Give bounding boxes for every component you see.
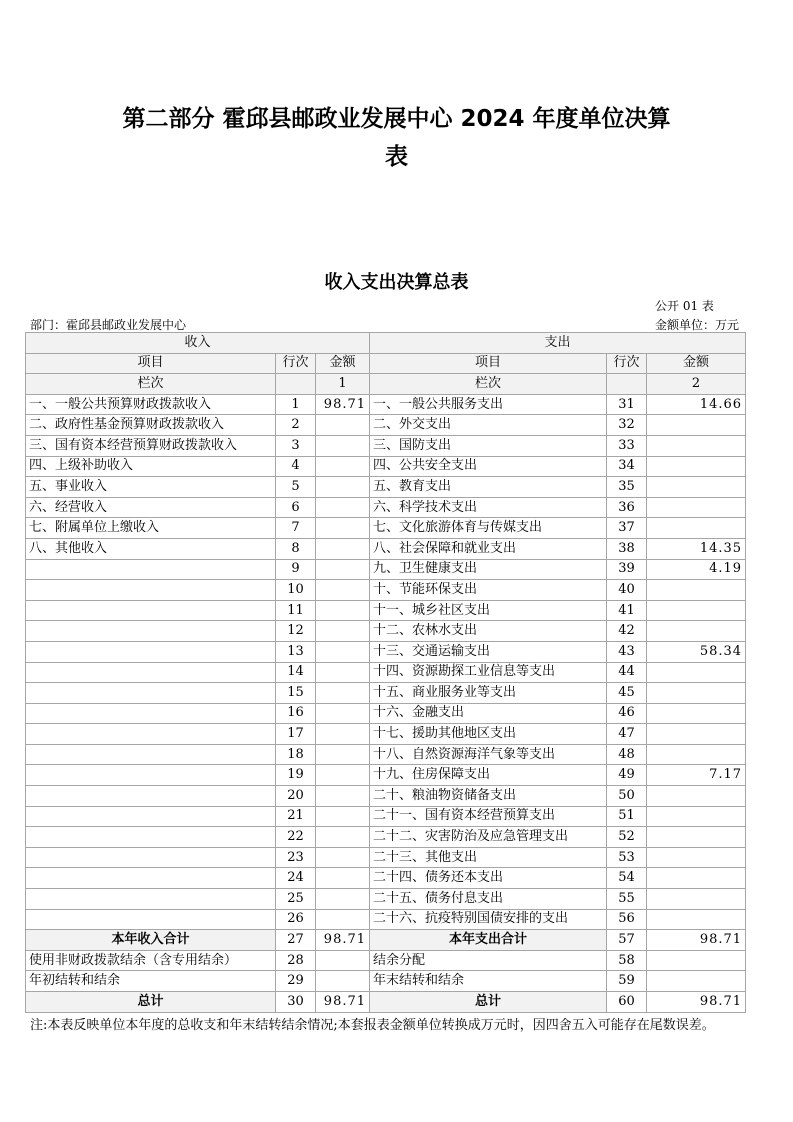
expense-item: 二十四、债务还本支出 bbox=[370, 868, 607, 889]
expense-amount bbox=[647, 435, 746, 456]
column-header-row bbox=[26, 353, 746, 374]
expense-item: 二十一、国有资本经营预算支出 bbox=[370, 806, 607, 827]
income-line-no: 25 bbox=[276, 889, 316, 910]
expense-amount bbox=[647, 662, 746, 683]
page-title bbox=[95, 100, 698, 176]
expense-item: 年末结转和结余 bbox=[370, 971, 607, 992]
income-amount bbox=[316, 683, 370, 704]
expense-amount bbox=[647, 600, 746, 621]
income-amount bbox=[316, 435, 370, 456]
income-item: 总计 bbox=[26, 992, 276, 1013]
table-row bbox=[26, 662, 746, 683]
income-line-no: 18 bbox=[276, 744, 316, 765]
income-item bbox=[26, 806, 276, 827]
income-amount bbox=[316, 806, 370, 827]
income-line-no: 12 bbox=[276, 621, 316, 642]
expense-item: 二、外交支出 bbox=[370, 415, 607, 436]
expense-amount bbox=[647, 456, 746, 477]
expense-item: 二十六、抗疫特别国债安排的支出 bbox=[370, 909, 607, 930]
expense-line-no: 47 bbox=[607, 724, 647, 745]
column-number-row bbox=[26, 374, 746, 395]
expense-amount bbox=[647, 497, 746, 518]
expense-amount: 14.35 bbox=[647, 538, 746, 559]
table-row bbox=[26, 806, 746, 827]
income-amount bbox=[316, 765, 370, 786]
expense-line-no: 60 bbox=[607, 992, 647, 1013]
expense-item: 二十三、其他支出 bbox=[370, 847, 607, 868]
table-row bbox=[26, 559, 746, 580]
expense-amount bbox=[647, 847, 746, 868]
expense-line-no: 36 bbox=[607, 497, 647, 518]
expense-line-no: 46 bbox=[607, 703, 647, 724]
total-row bbox=[26, 992, 746, 1013]
income-line-no: 7 bbox=[276, 518, 316, 539]
income-item bbox=[26, 580, 276, 601]
income-column-line-blank bbox=[276, 374, 316, 395]
expense-amount: 4.19 bbox=[647, 559, 746, 580]
expense-amount bbox=[647, 724, 746, 745]
section-header-row bbox=[26, 333, 746, 354]
income-line-no: 5 bbox=[276, 477, 316, 498]
income-line-no: 4 bbox=[276, 456, 316, 477]
page-title-line2: 表 bbox=[385, 144, 408, 170]
expense-amount bbox=[647, 477, 746, 498]
expense-amount bbox=[647, 744, 746, 765]
expense-amount bbox=[647, 415, 746, 436]
expense-line-no: 51 bbox=[607, 806, 647, 827]
expense-line-no: 38 bbox=[607, 538, 647, 559]
income-section-header: 收入 bbox=[26, 333, 370, 354]
expense-amount: 98.71 bbox=[647, 992, 746, 1013]
expense-amount bbox=[647, 703, 746, 724]
income-amount bbox=[316, 497, 370, 518]
income-column-number: 1 bbox=[316, 374, 370, 395]
expense-item-header: 项目 bbox=[370, 353, 607, 374]
expense-item: 二十、粮油物资储备支出 bbox=[370, 786, 607, 807]
income-item bbox=[26, 683, 276, 704]
expense-amount bbox=[647, 889, 746, 910]
expense-line-header: 行次 bbox=[607, 353, 647, 374]
income-item bbox=[26, 889, 276, 910]
income-line-no: 24 bbox=[276, 868, 316, 889]
income-amount bbox=[316, 580, 370, 601]
income-line-no: 11 bbox=[276, 600, 316, 621]
expense-item: 十八、自然资源海洋气象等支出 bbox=[370, 744, 607, 765]
expense-amount bbox=[647, 580, 746, 601]
subtotal-row bbox=[26, 930, 746, 951]
table-row bbox=[26, 971, 746, 992]
income-line-no: 2 bbox=[276, 415, 316, 436]
income-amount bbox=[316, 971, 370, 992]
expense-item: 一、一般公共服务支出 bbox=[370, 394, 607, 415]
expense-item: 十七、援助其他地区支出 bbox=[370, 724, 607, 745]
expense-line-no: 41 bbox=[607, 600, 647, 621]
income-item bbox=[26, 786, 276, 807]
income-line-no: 6 bbox=[276, 497, 316, 518]
income-item bbox=[26, 847, 276, 868]
expense-column-label: 栏次 bbox=[370, 374, 607, 395]
income-amount bbox=[316, 538, 370, 559]
income-item bbox=[26, 827, 276, 848]
expense-column-line-blank bbox=[607, 374, 647, 395]
income-item bbox=[26, 724, 276, 745]
expense-amount bbox=[647, 909, 746, 930]
department-label: 部门：霍邱县邮政业发展中心 bbox=[30, 318, 187, 332]
expense-item: 九、卫生健康支出 bbox=[370, 559, 607, 580]
income-line-no: 26 bbox=[276, 909, 316, 930]
table-row bbox=[26, 683, 746, 704]
page-title-line1: 第二部分 霍邱县邮政业发展中心 2024 年度单位决算 bbox=[122, 106, 671, 132]
income-item bbox=[26, 662, 276, 683]
expense-line-no: 59 bbox=[607, 971, 647, 992]
expense-amount bbox=[647, 950, 746, 971]
income-item: 二、政府性基金预算财政拨款收入 bbox=[26, 415, 276, 436]
income-amount bbox=[316, 621, 370, 642]
income-amount: 98.71 bbox=[316, 930, 370, 951]
income-amount bbox=[316, 662, 370, 683]
expense-item: 十六、金融支出 bbox=[370, 703, 607, 724]
income-item-header: 项目 bbox=[26, 353, 276, 374]
expense-line-no: 50 bbox=[607, 786, 647, 807]
expense-line-no: 45 bbox=[607, 683, 647, 704]
expense-line-no: 55 bbox=[607, 889, 647, 910]
table-row bbox=[26, 477, 746, 498]
income-line-no: 13 bbox=[276, 641, 316, 662]
expense-amount bbox=[647, 621, 746, 642]
expense-line-no: 54 bbox=[607, 868, 647, 889]
income-item bbox=[26, 868, 276, 889]
expense-item: 十二、农林水支出 bbox=[370, 621, 607, 642]
income-line-no: 22 bbox=[276, 827, 316, 848]
expense-amount bbox=[647, 683, 746, 704]
expense-line-no: 31 bbox=[607, 394, 647, 415]
income-line-no: 15 bbox=[276, 683, 316, 704]
income-line-no: 30 bbox=[276, 992, 316, 1013]
table-row bbox=[26, 827, 746, 848]
expense-item: 十一、城乡社区支出 bbox=[370, 600, 607, 621]
expense-amount bbox=[647, 827, 746, 848]
expense-line-no: 39 bbox=[607, 559, 647, 580]
table-row bbox=[26, 744, 746, 765]
income-line-no: 8 bbox=[276, 538, 316, 559]
income-amount bbox=[316, 786, 370, 807]
expense-amount bbox=[647, 806, 746, 827]
expense-line-no: 42 bbox=[607, 621, 647, 642]
expense-line-no: 37 bbox=[607, 518, 647, 539]
expense-amount: 14.66 bbox=[647, 394, 746, 415]
income-item bbox=[26, 600, 276, 621]
expense-line-no: 48 bbox=[607, 744, 647, 765]
expense-amount bbox=[647, 868, 746, 889]
table-row bbox=[26, 621, 746, 642]
expense-item: 四、公共安全支出 bbox=[370, 456, 607, 477]
income-expense-table bbox=[25, 332, 746, 1013]
expense-item: 十五、商业服务业等支出 bbox=[370, 683, 607, 704]
expense-amount bbox=[647, 971, 746, 992]
income-amount bbox=[316, 889, 370, 910]
expense-item: 十、节能环保支出 bbox=[370, 580, 607, 601]
expense-amount-header: 金额 bbox=[647, 353, 746, 374]
income-item: 三、国有资本经营预算财政拨款收入 bbox=[26, 435, 276, 456]
table-row bbox=[26, 847, 746, 868]
income-amount: 98.71 bbox=[316, 992, 370, 1013]
table-row bbox=[26, 909, 746, 930]
income-amount bbox=[316, 559, 370, 580]
income-item: 使用非财政拨款结余（含专用结余） bbox=[26, 950, 276, 971]
unit-label: 金额单位：万元 bbox=[655, 318, 740, 332]
income-amount bbox=[316, 868, 370, 889]
expense-amount: 7.17 bbox=[647, 765, 746, 786]
expense-line-no: 57 bbox=[607, 930, 647, 951]
income-line-no: 16 bbox=[276, 703, 316, 724]
income-amount bbox=[316, 641, 370, 662]
expense-item: 结余分配 bbox=[370, 950, 607, 971]
expense-line-no: 49 bbox=[607, 765, 647, 786]
income-line-no: 21 bbox=[276, 806, 316, 827]
expense-item: 八、社会保障和就业支出 bbox=[370, 538, 607, 559]
income-line-no: 28 bbox=[276, 950, 316, 971]
income-item bbox=[26, 703, 276, 724]
table-row bbox=[26, 538, 746, 559]
income-column-label: 栏次 bbox=[26, 374, 276, 395]
income-amount bbox=[316, 724, 370, 745]
expense-amount: 58.34 bbox=[647, 641, 746, 662]
expense-line-no: 52 bbox=[607, 827, 647, 848]
income-item bbox=[26, 621, 276, 642]
expense-line-no: 44 bbox=[607, 662, 647, 683]
expense-item: 二十五、债务付息支出 bbox=[370, 889, 607, 910]
expense-line-no: 43 bbox=[607, 641, 647, 662]
income-amount bbox=[316, 518, 370, 539]
expense-line-no: 56 bbox=[607, 909, 647, 930]
income-amount bbox=[316, 909, 370, 930]
income-line-no: 9 bbox=[276, 559, 316, 580]
income-line-no: 14 bbox=[276, 662, 316, 683]
income-line-no: 17 bbox=[276, 724, 316, 745]
income-amount bbox=[316, 415, 370, 436]
income-line-no: 23 bbox=[276, 847, 316, 868]
expense-line-no: 33 bbox=[607, 435, 647, 456]
expense-item: 本年支出合计 bbox=[370, 930, 607, 951]
table-row bbox=[26, 415, 746, 436]
income-amount bbox=[316, 703, 370, 724]
expense-item: 二十二、灾害防治及应急管理支出 bbox=[370, 827, 607, 848]
income-item: 本年收入合计 bbox=[26, 930, 276, 951]
expense-line-no: 53 bbox=[607, 847, 647, 868]
income-amount bbox=[316, 456, 370, 477]
income-item: 一、一般公共预算财政拨款收入 bbox=[26, 394, 276, 415]
expense-item: 三、国防支出 bbox=[370, 435, 607, 456]
income-amount bbox=[316, 950, 370, 971]
income-line-no: 19 bbox=[276, 765, 316, 786]
expense-amount: 98.71 bbox=[647, 930, 746, 951]
income-item bbox=[26, 559, 276, 580]
income-line-no: 1 bbox=[276, 394, 316, 415]
expense-item: 总计 bbox=[370, 992, 607, 1013]
table-row bbox=[26, 456, 746, 477]
table-row bbox=[26, 724, 746, 745]
expense-item: 七、文化旅游体育与传媒支出 bbox=[370, 518, 607, 539]
income-item bbox=[26, 909, 276, 930]
expense-line-no: 35 bbox=[607, 477, 647, 498]
income-amount bbox=[316, 477, 370, 498]
income-amount bbox=[316, 744, 370, 765]
expense-item: 十三、交通运输支出 bbox=[370, 641, 607, 662]
expense-line-no: 34 bbox=[607, 456, 647, 477]
income-line-no: 10 bbox=[276, 580, 316, 601]
income-amount bbox=[316, 827, 370, 848]
table-row bbox=[26, 435, 746, 456]
table-title: 收入支出决算总表 bbox=[324, 272, 469, 293]
footnote: 注:本表反映单位本年度的总收支和年末结转结余情况;本套报表金额单位转换成万元时，因四舍五入可能存在尾数误差。 bbox=[30, 1018, 715, 1033]
income-line-no: 29 bbox=[276, 971, 316, 992]
income-amount bbox=[316, 600, 370, 621]
table-row bbox=[26, 786, 746, 807]
expense-section-header: 支出 bbox=[370, 333, 746, 354]
table-row bbox=[26, 641, 746, 662]
expense-amount bbox=[647, 786, 746, 807]
income-amount: 98.71 bbox=[316, 394, 370, 415]
income-item: 五、事业收入 bbox=[26, 477, 276, 498]
form-code: 公开 01 表 bbox=[655, 299, 714, 313]
table-row bbox=[26, 950, 746, 971]
income-item bbox=[26, 744, 276, 765]
expense-line-no: 40 bbox=[607, 580, 647, 601]
income-line-header: 行次 bbox=[276, 353, 316, 374]
income-item bbox=[26, 765, 276, 786]
income-item: 七、附属单位上缴收入 bbox=[26, 518, 276, 539]
table-row bbox=[26, 394, 746, 415]
table-row bbox=[26, 497, 746, 518]
expense-column-number: 2 bbox=[647, 374, 746, 395]
table-row bbox=[26, 580, 746, 601]
table-row bbox=[26, 600, 746, 621]
expense-item: 十九、住房保障支出 bbox=[370, 765, 607, 786]
table-row bbox=[26, 703, 746, 724]
income-item: 六、经营收入 bbox=[26, 497, 276, 518]
table-body bbox=[26, 333, 746, 1013]
table-row bbox=[26, 518, 746, 539]
table-row bbox=[26, 889, 746, 910]
income-item: 四、上级补助收入 bbox=[26, 456, 276, 477]
expense-line-no: 32 bbox=[607, 415, 647, 436]
expense-item: 五、教育支出 bbox=[370, 477, 607, 498]
expense-item: 十四、资源勘探工业信息等支出 bbox=[370, 662, 607, 683]
income-line-no: 3 bbox=[276, 435, 316, 456]
income-amount-header: 金额 bbox=[316, 353, 370, 374]
income-line-no: 20 bbox=[276, 786, 316, 807]
table-row bbox=[26, 868, 746, 889]
income-line-no: 27 bbox=[276, 930, 316, 951]
expense-line-no: 58 bbox=[607, 950, 647, 971]
income-item bbox=[26, 641, 276, 662]
income-amount bbox=[316, 847, 370, 868]
income-item: 八、其他收入 bbox=[26, 538, 276, 559]
expense-item: 六、科学技术支出 bbox=[370, 497, 607, 518]
income-item: 年初结转和结余 bbox=[26, 971, 276, 992]
expense-amount bbox=[647, 518, 746, 539]
table-row bbox=[26, 765, 746, 786]
